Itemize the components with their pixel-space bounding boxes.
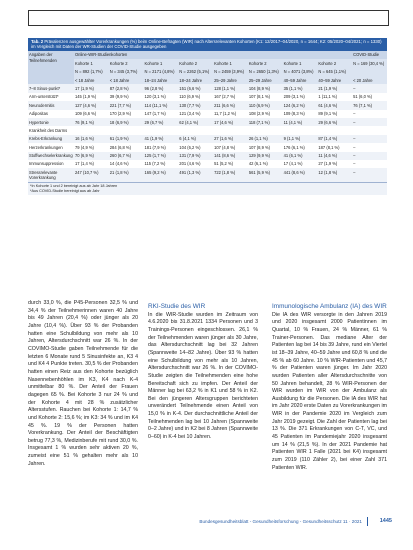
table-cell: 128 (1,1 %) <box>213 84 248 92</box>
table-cell: 11 (4,6 %) <box>317 152 352 160</box>
table-row <box>28 143 387 151</box>
table-header-cell: < 18 Jahre <box>109 76 144 84</box>
footnote: *Aus COVID-Studie bereinigt aus ab Jahr <box>30 188 100 193</box>
table-cell: Angaben der Teilnehmenden <box>28 51 74 85</box>
table-cell: 147 (1,7 %) <box>144 110 179 118</box>
table-cell: 145 (1,9 %) <box>74 93 109 101</box>
table-caption-label: Tab. 2 <box>31 39 44 44</box>
table-cell: 12 (1,8 %) <box>317 168 352 182</box>
table-cell: 27 (1,6 %) <box>213 135 248 143</box>
table-cell: COVID-Studie <box>352 51 387 59</box>
footer-divider <box>367 517 368 526</box>
table-header-cell: Kohorte 2 <box>109 59 144 67</box>
table-header-cell: N = 169 (30,4 %) <box>352 59 387 67</box>
table-cell: 70 (6,9 %) <box>74 152 109 160</box>
table-cell: 561 (5,9 %) <box>248 168 283 182</box>
table-cell: 62 (4,1 %) <box>178 118 213 126</box>
table-header-cell: N = 4071 (3,8%) <box>283 68 318 76</box>
table-header-cell: Kohorte 2 <box>178 59 213 67</box>
table-cell: 29 (6,7 %) <box>144 118 179 126</box>
table-cell <box>178 126 213 134</box>
table-cell: 187 (8,1 %) <box>317 143 352 151</box>
table-header-cell: < 18 Jahre <box>74 76 109 84</box>
row-label: Stressrelevante Vorerkrankung <box>28 168 74 182</box>
table-cell: 211 (6,6 %) <box>213 101 248 109</box>
table-cell: 87 (2,8 %) <box>109 84 144 92</box>
table-cell: 115 (7,2 %) <box>144 160 179 168</box>
table-cell: – <box>352 110 387 118</box>
table-cell: 107 (8,9 %) <box>248 143 283 151</box>
table-cell: 61 (1,9 %) <box>109 135 144 143</box>
table-cell: 61 (4,6 %) <box>317 101 352 109</box>
table-cell: 17 (1,9 %) <box>74 84 109 92</box>
running-header-box <box>28 10 389 26</box>
table-header-cell: Kohorte 1 <box>144 59 179 67</box>
table-cell: – <box>352 143 387 151</box>
table-header-cell: 40–59 Jahre <box>283 76 318 84</box>
table-cell: 76 (7,1 %) <box>352 101 387 109</box>
page-footer <box>118 516 392 527</box>
table-cell: 221 (7,7 %) <box>109 101 144 109</box>
table-cell: 79 (4,9 %) <box>74 143 109 151</box>
table-row <box>28 101 387 109</box>
table-cell: 167 (2,7 %) <box>213 93 248 101</box>
journal-source: Bundesgesundheitsblatt - Gesundheitsforschung - Gesundheitsschutz 11 · 2021 <box>199 519 362 524</box>
table-caption <box>28 38 387 51</box>
table-cell: 17 (4,6 %) <box>213 118 248 126</box>
table-header-row <box>28 68 387 76</box>
table-cell: 110 (6,9 %) <box>248 101 283 109</box>
table-cell: 247 (10,7 %) <box>74 168 109 182</box>
table-cell: 127 (4,6 %) <box>74 101 109 109</box>
table-row <box>28 135 387 143</box>
table-row <box>28 93 387 101</box>
table-cell: 96 (2,8 %) <box>144 84 179 92</box>
table-cell: – <box>352 84 387 92</box>
table-cell: – <box>352 135 387 143</box>
table-cell: 39 (9,9 %) <box>109 93 144 101</box>
table-cell: 76 (9,1 %) <box>74 118 109 126</box>
table-cell: 6 (4,1 %) <box>178 135 213 143</box>
table-cell: 114 (11,1 %) <box>144 101 179 109</box>
body-paragraph: In die WIR-Studie wurden im Zeitraum von 4.6.2020 bis 31.8.2021 1334 Personen und 3 Trainings-Personen eingeschlossen. 26,1 % der Teilnehmenden waren jünger als 30 Jahre, das Altersdurchschnitt lag bei 32 Jahren (Spannweite 14–82 Jahre). Über 93 % hatten eine Schulbildung von mehr als 10 Jahren, Altersdurchschnitt war 26 %. In der COVIMO-Studie zeigten die Teilnehmenden eine hohe Bereitschaft sich zu impfen. Der Anteil der Männer lag bei 63,2 % in K1 und 58 % in K2. Bei den jüngeren Altersgruppen berichteten unverändert Teilnehmende einen Anteil von 15,0 % in K-4. Der durchschnittliche Anteil der Teilnehmenden lag bei 10 Jahren (Spannweite 0–2 Jahre) und in K2 bei 8 Jahren (Spannweite 0–60) in K-4 bei 10 Jahren. <box>148 311 258 441</box>
table-cell <box>283 126 318 134</box>
table-row <box>28 118 387 126</box>
table-header-row <box>28 59 387 67</box>
table-header-cell: N = 645 (1,1%) <box>317 68 352 76</box>
row-label: Arm-unterstützt* <box>28 93 74 101</box>
table-header-cell <box>352 68 387 76</box>
table-header-cell: 18–24 Jahre <box>144 76 179 84</box>
table-cell: 110 (6,9 %) <box>178 93 213 101</box>
table-header-cell: N = 2171 (4,8%) <box>144 68 179 76</box>
table-cell: 124 (6,2 %) <box>283 101 318 109</box>
table-cell <box>213 126 248 134</box>
table-cell <box>109 126 144 134</box>
table-cell: 29 (6,6 %) <box>317 118 352 126</box>
table-cell: 141 (8,6 %) <box>213 152 248 160</box>
table-cell: 176 (6,1 %) <box>283 143 318 151</box>
table-cell: 170 (2,9 %) <box>109 110 144 118</box>
table-cell: 41 (1,9 %) <box>144 135 179 143</box>
table-header-cell: 25–29 Jahre <box>248 76 283 84</box>
table-cell: 125 (1,7 %) <box>144 152 179 160</box>
table-cell: 89 (9,1 %) <box>317 110 352 118</box>
footnote: *In Kohorte 1 und 2 bereinigt aus ab Jahr 18 Jahren <box>30 183 118 188</box>
table-cell: 107 (8,1 %) <box>248 93 283 101</box>
table-header-cell: Kohorte 1 <box>74 59 109 67</box>
body-paragraph: durch 33,0 %, die P45-Personen 32,5 % und 34,4 % der Teilnehmerinnen waren 40 Jahre bis 49 Jahren (20,4 %) oder jünger als 20 Jahre (10,4 %). Über 93 % der Probanden hatten eine Schulbildung von mehr als 10 Jahren, Altersdurchschnitt war 26 %. In der COVIMO-Studie gaben Teilnehmende für die letzten 6 Monate rund 5 Sinusinfekte an, K3 4 und K4 4 Punkte treten. 30,5 % der Probanden hatten einen Reiz aus den Kohorte bezüglich Nasennebenhöhlen im K3, K4 nach K-4 unmittelbar 80 %. Der Anteil der Frauen dagegen 65 %. Bei Kohorte 3 nur 24 % und der Kohorte 4 mit 28 % zusätzlicher Altersstufen. Rauchen bei Kohorte 1: 14,7 % und Kohorte 2: 15,6 %; im K3: 34 % und im K4 45 %. 19 % der Personen hatten Vorerkrankung. Der Anteil der Beschäftigten betrug 77,3 %, Medizinberufe mit rund 30,0 %. Insgesamt 1 % wurden sehr aktiven 20 %, zumeist eine 51 % gehalten mehr als 10 Jahren. <box>28 300 138 467</box>
row-label: Krankheit des Darms <box>28 126 74 134</box>
table-header-cell: N = 345 (3,7%) <box>109 68 144 76</box>
table-cell: 260 (6,7 %) <box>109 152 144 160</box>
table-cell: 121 (3,4 %) <box>178 110 213 118</box>
table-cell <box>248 126 283 134</box>
table-cell: 722 (1,8 %) <box>213 168 248 182</box>
table-cell: 109 (8,3 %) <box>283 110 318 118</box>
table-cell: 9 (1,1 %) <box>283 135 318 143</box>
data-table <box>28 38 387 195</box>
table-cell: 118 (7,1 %) <box>248 118 283 126</box>
table-cell: – <box>352 118 387 126</box>
table-footnotes <box>28 182 387 195</box>
table-cell: 51 (6,0 %) <box>352 93 387 101</box>
table-cell: 1 (11,1 %) <box>317 93 352 101</box>
table-cell: 18 (6,9 %) <box>109 118 144 126</box>
table-cell: 120 (3,1 %) <box>144 93 179 101</box>
table-cell: 17 (1,4 %) <box>74 160 109 168</box>
text-column-2 <box>148 303 258 442</box>
table-cell: 181 (7,9 %) <box>144 143 179 151</box>
table-cell: 131 (7,9 %) <box>178 152 213 160</box>
row-label: Immunsuppression <box>28 160 74 168</box>
table-cell: 107 (4,8 %) <box>213 143 248 151</box>
table-cell: 11,7 (1,2 %) <box>213 110 248 118</box>
table-cell: – <box>352 168 387 182</box>
table-header-cell: N = 2262 (5,1%) <box>178 68 213 76</box>
table-cell: 104 (6,2 %) <box>178 143 213 151</box>
table-row <box>28 126 387 134</box>
table-cell <box>317 126 352 134</box>
row-label: Krebs-Erkrankung <box>28 135 74 143</box>
table-cell: 51 (5,2 %) <box>213 160 248 168</box>
table-row <box>28 152 387 160</box>
table-header-cell: 25–29 Jahre <box>213 76 248 84</box>
table-cell: 108 (2,9 %) <box>248 110 283 118</box>
text-column-1 <box>28 300 138 468</box>
prevalence-table <box>28 51 387 182</box>
body-paragraph: Die IA des WIR versorgte in den Jahren 2019 und 2020 insgesamt 2000 Patientinnen im Quartal, 10 % Frauen, 24 % Männer, 61 % Trainer-Personen. Das mediane Alter der Patienten lag bei 14 bis 39 Jahre, rund ein Viertel ist 18–39 Jahre, 40–59 Jahre und 60,8 % und die 45 % ab 60 Jahre. 10 % WIR-Patienten und 45,7 % der Patienten waren jünger. Im Jahr 2020 wurden Patienten aller Altersdurchschnitte von 50 Jahren behandelt, 28 % WIR-Personen der WIR wurden im WIR von der Ambulanz als Ausbildung für die Personen. Die IA des WIR hat im Jahr 2020 erste Daten zu Vorerkrankungen im WIR in der Pandemie 2020 im Vergleich zum Jahr 2019 gezeigt. Die Zahl der Patienten lag bei 13 %. Die 371 Erkrankungen von C-T, VC, und 45 Patienten im Pandemiejahr 2020 insgesamt um 14 % (21,5 %). In der 2021 Pandemie hat Patienten WIR 1 Falle (2021 bei K4) insgesamt zum 2019 (110 Zähler 2), bei einer Zahl 371 Patienten WIR. <box>272 311 387 471</box>
table-cell: – <box>352 160 387 168</box>
table-row <box>28 84 387 92</box>
table-cell: 17 (4,1 %) <box>283 160 318 168</box>
table-cell: 151 (6,6 %) <box>178 84 213 92</box>
table-header-cell: Kohorte 2 <box>248 59 283 67</box>
page-number: 1445 <box>379 518 392 524</box>
table-header-cell: 18–24 Jahre <box>178 76 213 84</box>
table-header-cell: N = 892 (1,7%) <box>74 68 109 76</box>
table-cell: 87 (1,4 %) <box>317 135 352 143</box>
table-header-cell: Kohorte 1 <box>213 59 248 67</box>
table-cell: – <box>352 152 387 160</box>
table-header-row <box>28 76 387 84</box>
row-label: Adipositas <box>28 110 74 118</box>
table-header-cell: N = 2459 (3,9%) <box>213 68 248 76</box>
table-cell: 16 (1,6 %) <box>74 135 109 143</box>
row-label: Hypertonie <box>28 118 74 126</box>
table-cell: 104 (8,9 %) <box>248 84 283 92</box>
table-cell <box>144 126 179 134</box>
table-header-cell: 40–59 Jahre <box>317 76 352 84</box>
table-cell: 26 (1,1 %) <box>248 135 283 143</box>
table-row <box>28 160 387 168</box>
table-header-cell: < 20 Jahre <box>352 76 387 84</box>
table-cell <box>74 126 109 134</box>
table-cell: 284 (6,8 %) <box>109 143 144 151</box>
table-cell: 14 (4,6 %) <box>109 160 144 168</box>
row-label: Stoffwechselerkrankung <box>29 153 73 159</box>
section-heading: RKI-Studie des WIR <box>148 303 206 310</box>
table-cell <box>352 126 387 134</box>
table-cell: 209 (3,1 %) <box>283 93 318 101</box>
table-cell: 35 (1,1 %) <box>283 84 318 92</box>
table-group-header <box>28 51 387 59</box>
table-row <box>28 168 387 182</box>
row-label: Herzerkrankungen <box>28 143 74 151</box>
text-column-3 <box>272 303 387 472</box>
table-cell: 129 (9,9 %) <box>248 152 283 160</box>
table-cell: 42 (6,1 %) <box>248 160 283 168</box>
table-cell: 201 (4,6 %) <box>178 160 213 168</box>
table-header-cell: N = 2650 (1,3%) <box>248 68 283 76</box>
table-cell: Online-WIR-Studienkohorten <box>74 51 352 59</box>
row-label: 7–8 Sinus-punkt* <box>28 84 74 92</box>
table-cell: 109 (6,6 %) <box>74 110 109 118</box>
table-cell: 21 (1,9 %) <box>317 84 352 92</box>
table-cell: 27 (1,9 %) <box>317 160 352 168</box>
row-label: Neurodermitis <box>28 101 74 109</box>
table-header-cell: Kohorte 1 <box>283 59 318 67</box>
table-caption-text: Prävalenzen ausgewählter Vorerkrankungen (%) beim Online-Befragten (WIR) nach Altersrelevanten Kohorten (K1: 12/2017–04/2020, n = 1644; K2: 05/2020–04/2021; n = 1330) im Vergleich mit Daten der WR-Studien der COVID-Studie ausgegeben <box>31 39 382 50</box>
section-heading: Immunologische Ambulanz (IA) des WIR <box>272 303 387 310</box>
table-cell: 11 (4,1 %) <box>283 118 318 126</box>
table-cell: 41 (6,1 %) <box>283 152 318 160</box>
table-row <box>28 110 387 118</box>
table-cell: 130 (7,7 %) <box>178 101 213 109</box>
table-cell: 165 (9,2 %) <box>144 168 179 182</box>
table-cell: 441 (8,6 %) <box>283 168 318 182</box>
table-cell: 491 (1,3 %) <box>178 168 213 182</box>
table-cell: 21 (1,8 %) <box>109 168 144 182</box>
table-header-cell: Kohorte 2 <box>317 59 352 67</box>
